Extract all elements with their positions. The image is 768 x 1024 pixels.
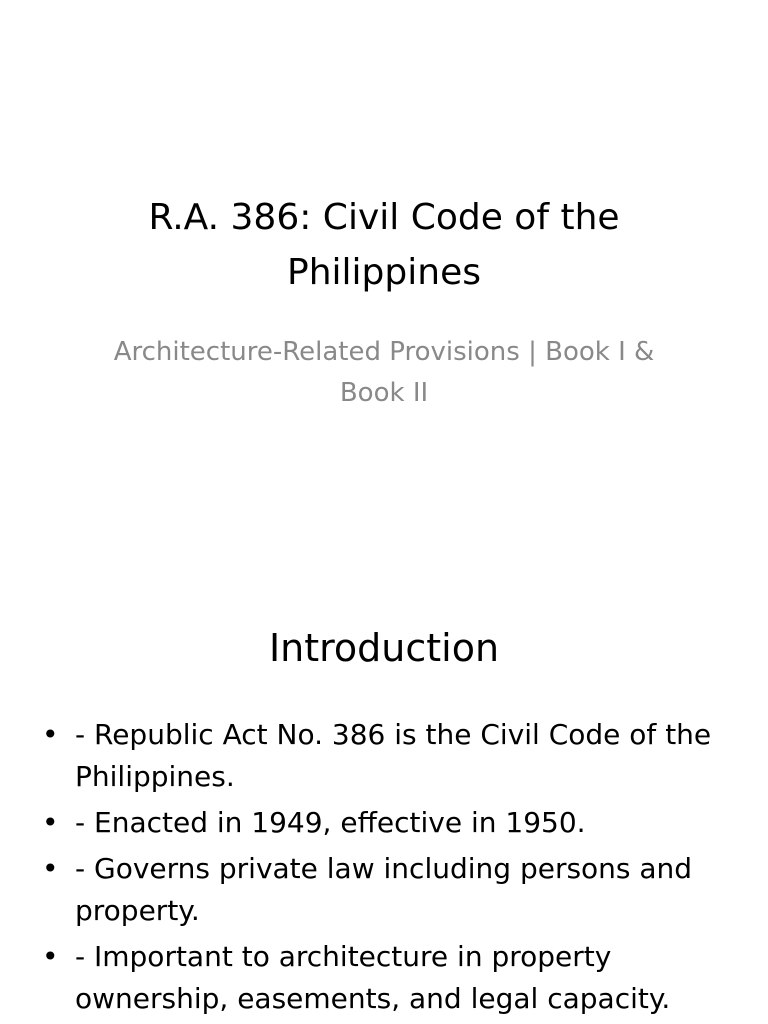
- bullet-dot-icon: •: [42, 718, 59, 751]
- slide-title: R.A. 386: Civil Code of the Philippines: [148, 197, 620, 293]
- bullet-dot-icon: •: [42, 940, 59, 973]
- slide-subtitle: Architecture-Related Provisions | Book I & Book II: [113, 337, 655, 408]
- bullet-text: - Enacted in 1949, effective in 1950.: [75, 806, 586, 839]
- section-heading: Introduction: [268, 626, 500, 670]
- bullet-item: [40, 848, 730, 932]
- bullet-item: [40, 936, 730, 1020]
- bullet-dot-icon: •: [42, 806, 59, 839]
- bullet-dot-icon: •: [42, 852, 59, 885]
- introduction-slide: [0, 576, 768, 1024]
- bullet-text: - Governs private law including persons and property.: [75, 852, 693, 927]
- bullet-text: - Republic Act No. 386 is the Civil Code of the Philippines.: [75, 718, 712, 793]
- bullet-text: - Important to architecture in property ownership, easements, and legal capacity.: [75, 940, 671, 1015]
- bullet-item: [40, 714, 730, 798]
- bullet-item: [40, 802, 730, 844]
- bullet-list: [40, 714, 730, 1024]
